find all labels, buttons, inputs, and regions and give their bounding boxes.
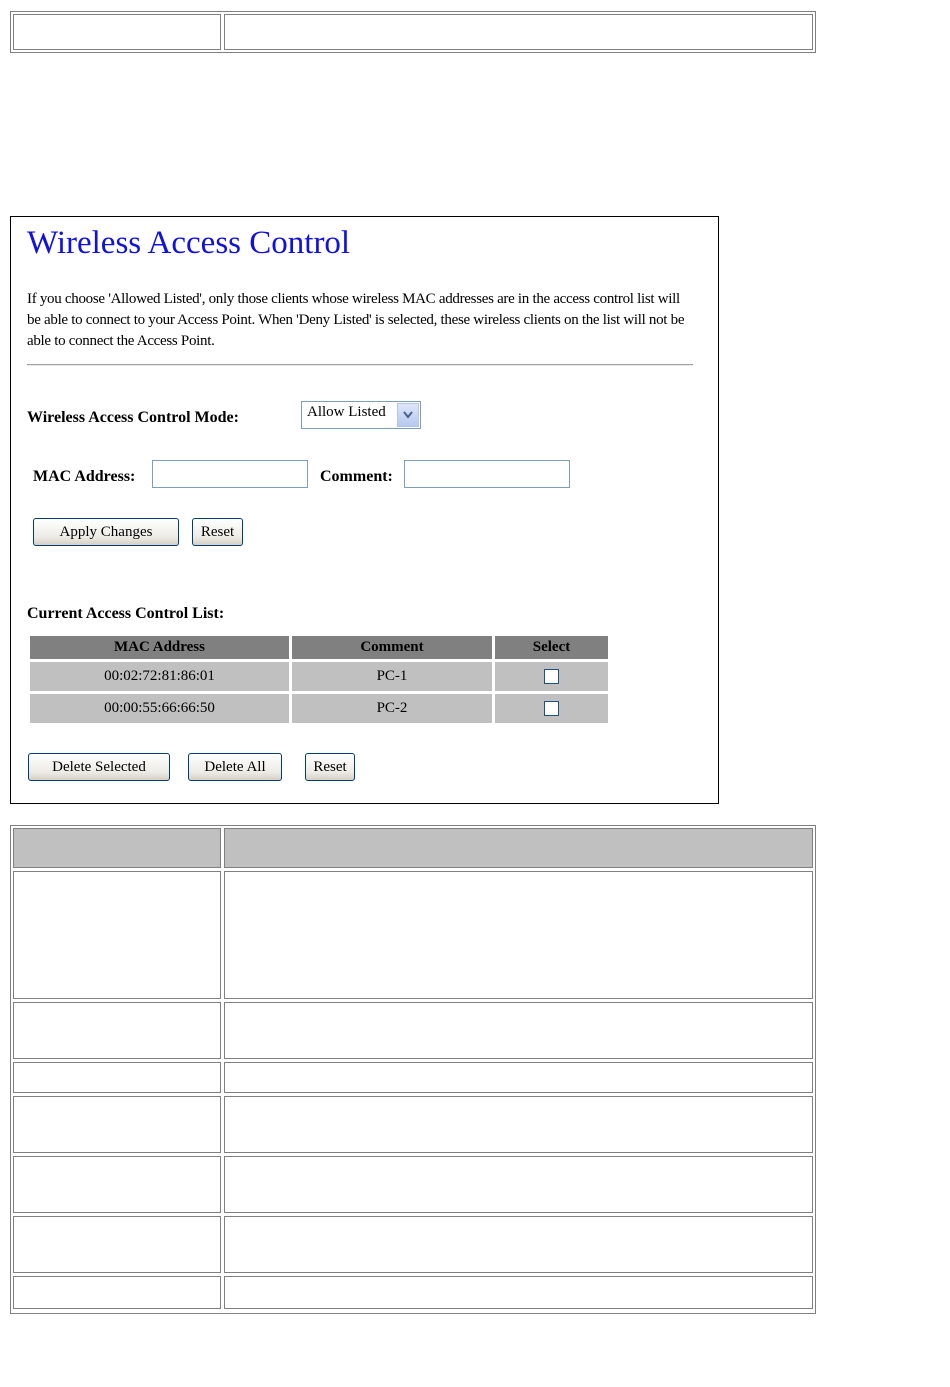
wireless-access-control-panel xyxy=(10,216,719,804)
param-header-left xyxy=(13,828,221,868)
row-select-cell xyxy=(495,662,608,691)
param-row-3-right xyxy=(224,1062,813,1093)
chevron-down-icon[interactable] xyxy=(397,403,419,427)
mode-select[interactable] xyxy=(301,401,421,429)
comment-input[interactable] xyxy=(404,460,570,488)
param-row-1-left xyxy=(13,871,221,999)
top-table-cell-right xyxy=(224,14,813,50)
reset-list-button[interactable]: Reset xyxy=(305,753,355,781)
row-select-cell xyxy=(495,694,608,723)
param-row-6-left xyxy=(13,1216,221,1273)
param-row-6-right xyxy=(224,1216,813,1273)
mode-label: Wireless Access Control Mode: xyxy=(27,409,239,426)
row-comment: PC-2 xyxy=(292,694,492,723)
apply-changes-button[interactable]: Apply Changes xyxy=(33,518,179,546)
param-row-4-right xyxy=(224,1096,813,1153)
page-title: Wireless Access Control xyxy=(27,225,351,261)
reset-button[interactable]: Reset xyxy=(192,518,243,546)
param-row-7-left xyxy=(13,1276,221,1309)
delete-all-button[interactable]: Delete All xyxy=(188,753,282,781)
row-mac-address: 00:00:55:66:66:50 xyxy=(30,694,289,723)
param-row-2-left xyxy=(13,1002,221,1059)
top-empty-table xyxy=(10,11,816,53)
top-table-cell-left xyxy=(13,14,221,50)
param-header-right xyxy=(224,828,813,868)
access-control-list-label: Current Access Control List: xyxy=(27,605,225,622)
access-control-table xyxy=(27,633,611,726)
parameter-table xyxy=(10,825,816,1314)
mac-address-label: MAC Address: xyxy=(33,468,136,485)
header-select: Select xyxy=(495,636,608,659)
param-row-5-right xyxy=(224,1156,813,1213)
param-row-3-left xyxy=(13,1062,221,1093)
select-checkbox[interactable] xyxy=(544,701,559,716)
mode-select-value: Allow Listed xyxy=(307,404,386,420)
row-comment: PC-1 xyxy=(292,662,492,691)
param-row-5-left xyxy=(13,1156,221,1213)
param-row-4-left xyxy=(13,1096,221,1153)
param-row-2-right xyxy=(224,1002,813,1059)
select-checkbox[interactable] xyxy=(544,669,559,684)
param-row-7-right xyxy=(224,1276,813,1309)
table-row xyxy=(30,694,608,723)
comment-label: Comment: xyxy=(320,468,393,485)
delete-selected-button[interactable]: Delete Selected xyxy=(28,753,170,781)
header-comment: Comment xyxy=(292,636,492,659)
param-row-1-right xyxy=(224,871,813,999)
divider xyxy=(27,364,693,366)
table-header-row xyxy=(30,636,608,659)
page-description: If you choose 'Allowed Listed', only those clients whose wireless MAC addresses are in the access control list will be able to connect to your Access Point. When 'Deny Listed' is selected, these wireless clients on the list will not be able to connect the Access Point. xyxy=(27,291,685,349)
header-mac-address: MAC Address xyxy=(30,636,289,659)
mac-address-input[interactable] xyxy=(152,460,308,488)
table-row xyxy=(30,662,608,691)
row-mac-address: 00:02:72:81:86:01 xyxy=(30,662,289,691)
